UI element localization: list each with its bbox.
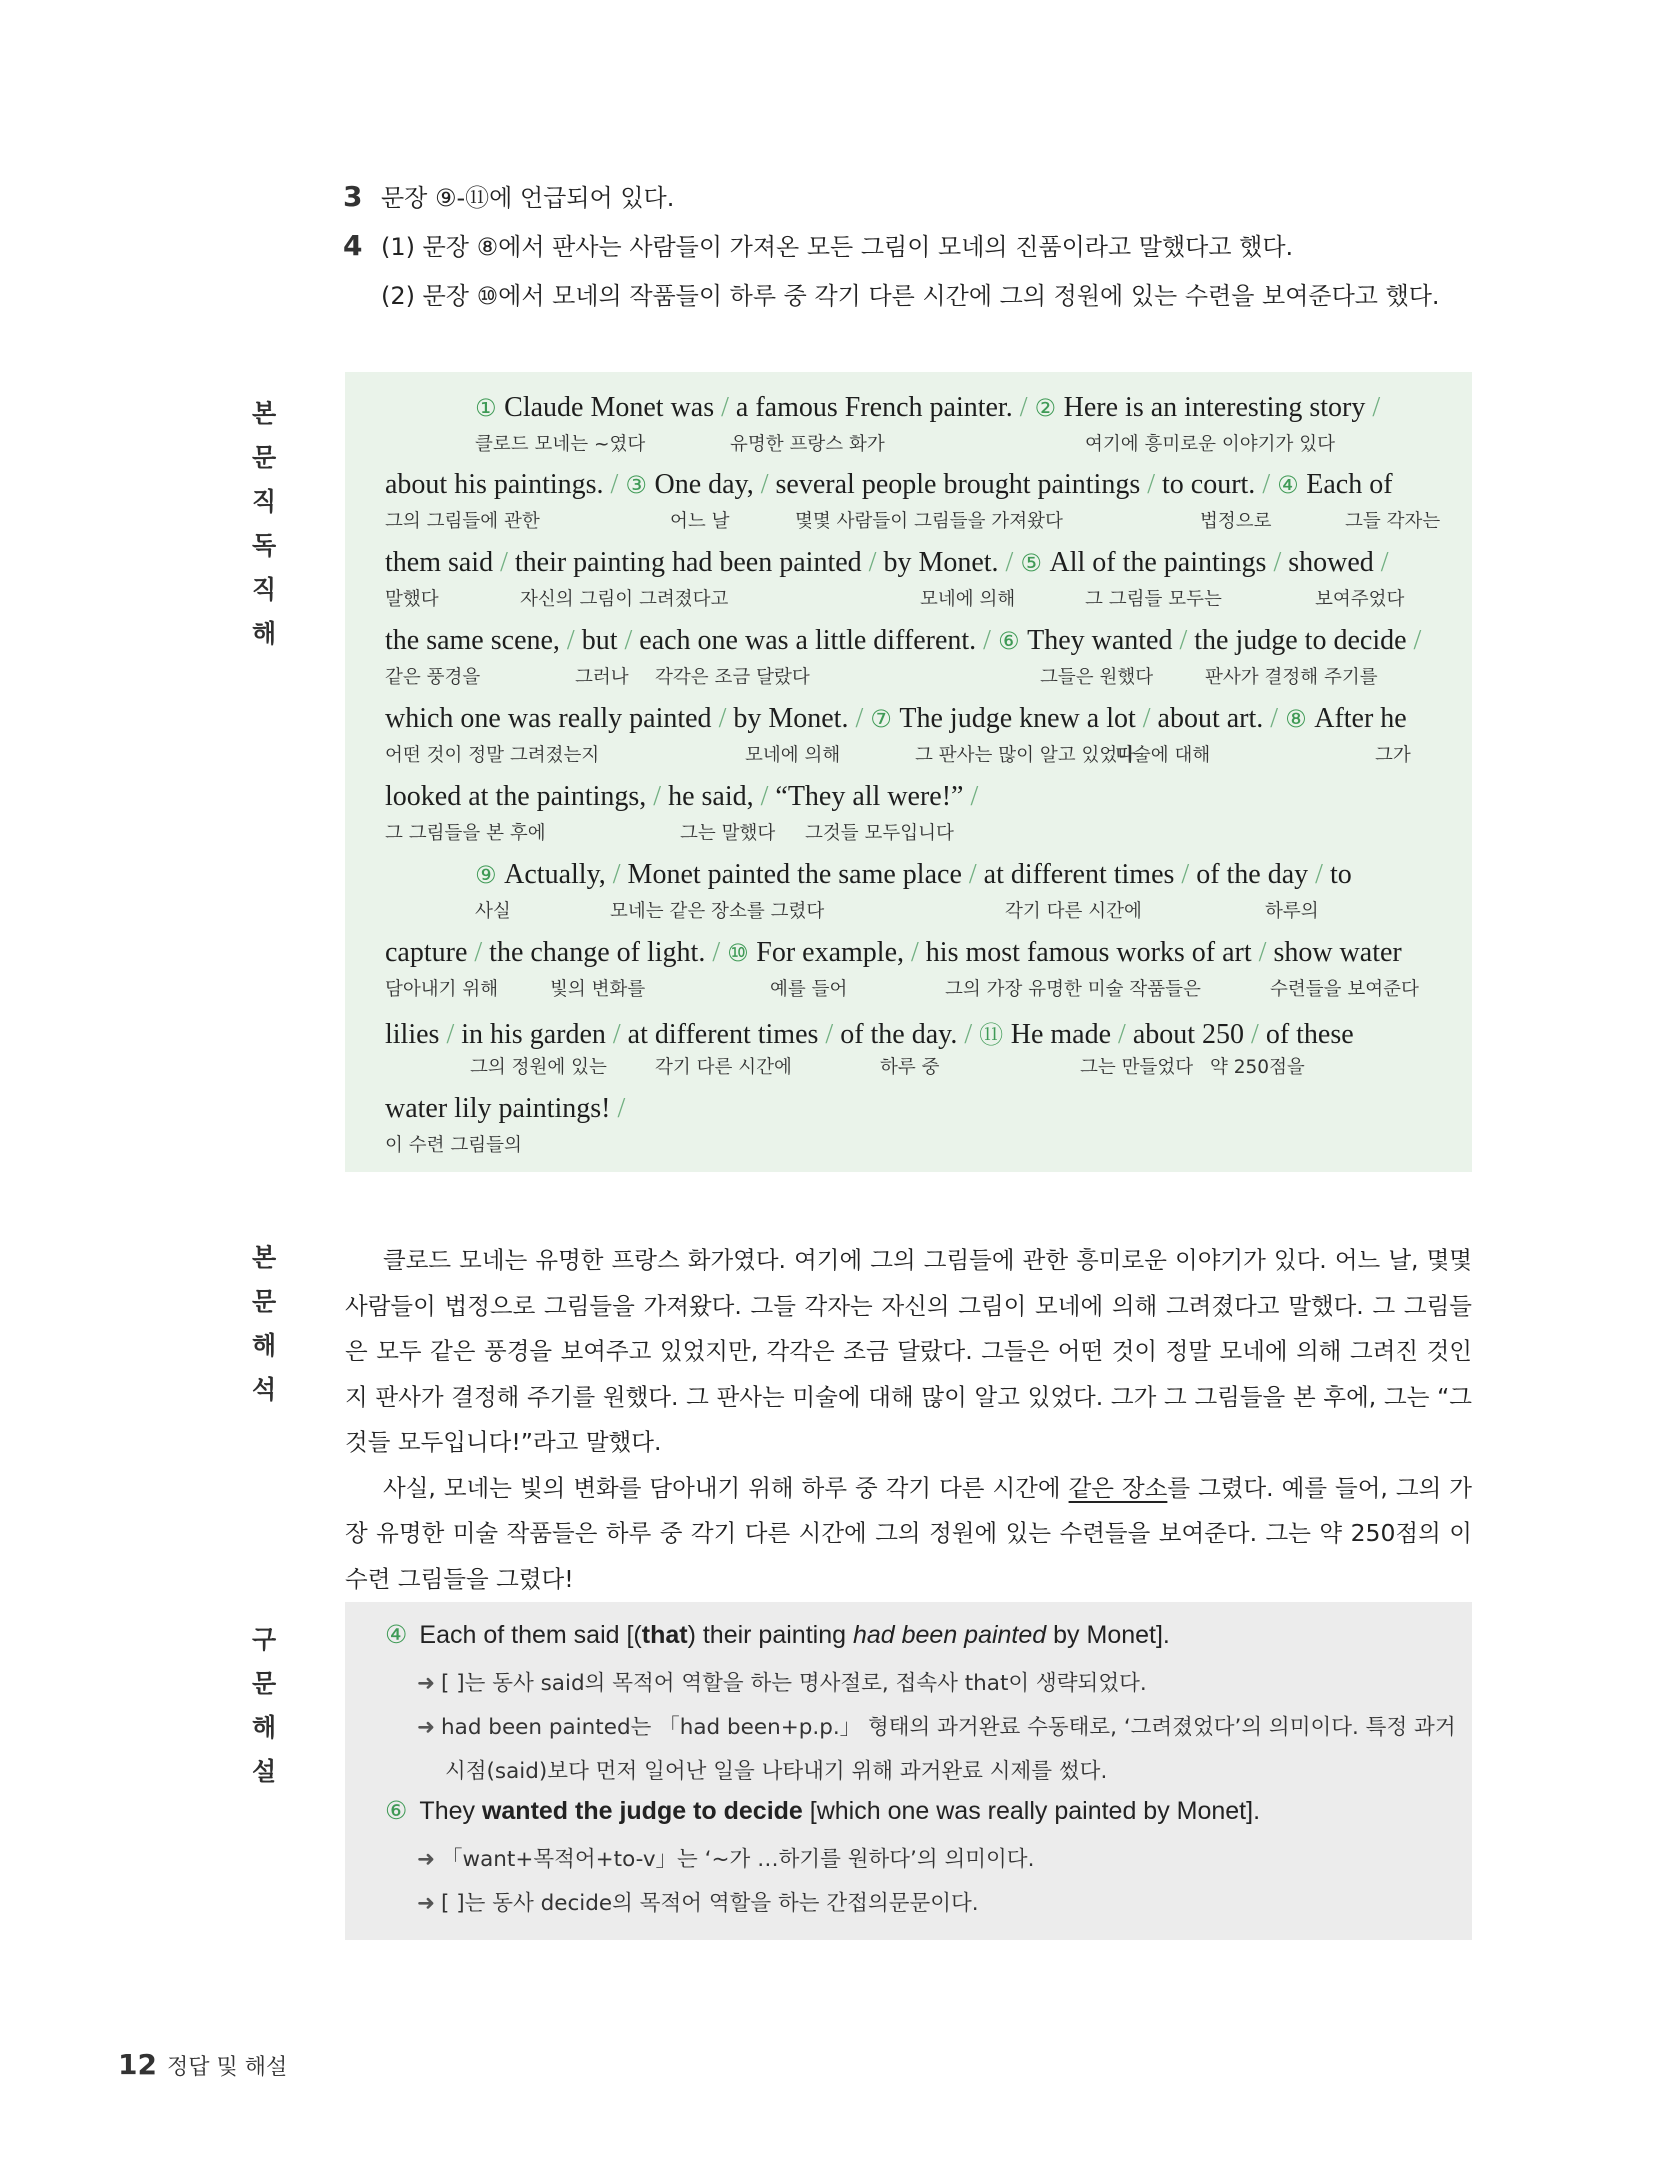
english-chunk: his most famous works of art bbox=[925, 937, 1252, 968]
english-chunk: capture bbox=[385, 937, 468, 968]
chunk-slash: / bbox=[610, 1093, 626, 1124]
chunk-slash: / bbox=[1308, 859, 1330, 890]
korean-gloss: 말했다 bbox=[385, 589, 439, 610]
chunk-slash: / bbox=[1172, 625, 1195, 656]
korean-gloss: 법정으로 bbox=[1200, 511, 1272, 532]
grammar-note: ➜ 「want+목적어+to-v」는 ‘~가 …하기를 원하다’의 의미이다. bbox=[417, 1847, 1035, 1872]
english-chunk: Claude Monet was bbox=[504, 392, 715, 423]
korean-gloss-row bbox=[385, 897, 1432, 927]
english-text bbox=[385, 1015, 1432, 1051]
korean-gloss: 판사가 결정해 주기를 bbox=[1205, 667, 1378, 688]
english-chunk: For example, bbox=[756, 937, 905, 968]
sentence-number: ⑤ bbox=[1020, 549, 1050, 577]
english-chunk: at different times bbox=[983, 859, 1175, 890]
english-chunk: of the day bbox=[1196, 859, 1309, 890]
korean-gloss: 모네에 의해 bbox=[745, 745, 841, 766]
reading-line bbox=[385, 781, 1432, 859]
answer-text: 문장 ⑨-⑪에 언급되어 있다. bbox=[381, 184, 675, 212]
grammar-sentence-4: ④ Each of them said [(that) their painting had been painted by Monet]. bbox=[385, 1621, 1170, 1649]
chunk-slash: / bbox=[1135, 703, 1158, 734]
english-chunk: of the day. bbox=[840, 1019, 958, 1050]
english-chunk: After he bbox=[1314, 703, 1407, 734]
chunk-slash: / bbox=[1012, 392, 1035, 423]
english-chunk: which one was really painted bbox=[385, 703, 712, 734]
reading-line bbox=[385, 625, 1432, 703]
answer-text: (2) 문장 ⑩에서 모네의 작품들이 하루 중 각기 다른 시간에 그의 정원에 있는 수련을 보여준다고 했다. bbox=[381, 282, 1440, 310]
english-chunk: One day, bbox=[654, 469, 754, 500]
arrow-icon: ➜ bbox=[417, 1891, 436, 1916]
chunk-slash: / bbox=[493, 547, 515, 578]
english-chunk: Actually, bbox=[504, 859, 606, 890]
korean-gloss: 모네에 의해 bbox=[920, 589, 1016, 610]
chunk-slash: / bbox=[1174, 859, 1197, 890]
english-chunk: Each of bbox=[1306, 469, 1393, 500]
grammar-note-cont: 시점(said)보다 먼저 일어난 일을 나타내기 위해 과거완료 시제를 썼다. bbox=[445, 1759, 1108, 1784]
chunk-slash: / bbox=[714, 392, 736, 423]
english-chunk: water lily paintings! bbox=[385, 1093, 611, 1124]
sentence-number: ⑪ bbox=[979, 1021, 1011, 1049]
chunk-slash: / bbox=[1263, 703, 1286, 734]
chunk-slash: / bbox=[1244, 1019, 1266, 1050]
korean-gloss-row bbox=[385, 975, 1432, 1005]
korean-gloss: 어떤 것이 정말 그려졌는지 bbox=[385, 745, 600, 766]
korean-gloss: 그것들 모두입니다 bbox=[805, 823, 954, 844]
english-chunk: by Monet. bbox=[883, 547, 999, 578]
english-text bbox=[385, 625, 1432, 657]
answer-3 bbox=[343, 178, 1493, 213]
korean-gloss: 여기에 흥미로운 이야기가 있다 bbox=[1085, 434, 1335, 455]
english-chunk: to court. bbox=[1162, 469, 1256, 500]
chunk-slash: / bbox=[646, 781, 669, 812]
answer-number: 4 bbox=[343, 229, 363, 262]
english-text bbox=[385, 547, 1432, 579]
english-chunk: All of the paintings bbox=[1049, 547, 1267, 578]
korean-gloss: 그는 만들었다 bbox=[1080, 1057, 1194, 1078]
sentence-number: ② bbox=[1034, 394, 1064, 422]
english-text bbox=[385, 392, 1432, 424]
answer-4 bbox=[343, 227, 1493, 262]
chunk-slash: / bbox=[753, 469, 776, 500]
chunk-slash: / bbox=[1406, 625, 1422, 656]
english-chunk: of these bbox=[1265, 1019, 1354, 1050]
korean-gloss: 약 250점을 bbox=[1210, 1057, 1305, 1078]
chunk-slash: / bbox=[603, 469, 626, 500]
reading-label: 본 문 직 독 직 해 bbox=[252, 399, 295, 648]
arrow-icon: ➜ bbox=[417, 1671, 436, 1696]
korean-gloss: 각기 다른 시간에 bbox=[655, 1057, 792, 1078]
english-chunk: but bbox=[581, 625, 618, 656]
chunk-slash: / bbox=[467, 937, 490, 968]
chunk-slash: / bbox=[998, 547, 1021, 578]
english-chunk: show water bbox=[1273, 937, 1402, 968]
answer-text: (1) 문장 ⑧에서 판사는 사람들이 가져온 모든 그림이 모네의 진품이라고 말했다고 했다. bbox=[381, 233, 1294, 261]
english-text bbox=[385, 703, 1432, 735]
reading-line bbox=[385, 703, 1432, 781]
page-number: 12 bbox=[118, 2048, 157, 2081]
chunk-slash: / bbox=[711, 703, 734, 734]
english-text bbox=[385, 937, 1432, 969]
english-chunk: about his paintings. bbox=[385, 469, 604, 500]
korean-gloss: 그의 가장 유명한 미술 작품들은 bbox=[945, 979, 1201, 1000]
chunk-slash: / bbox=[904, 937, 926, 968]
chunk-slash: / bbox=[1255, 469, 1278, 500]
english-text bbox=[385, 781, 1432, 813]
english-chunk: several people brought paintings bbox=[775, 469, 1141, 500]
english-chunk: to bbox=[1329, 859, 1352, 890]
page-footer bbox=[118, 2048, 287, 2081]
answer-section bbox=[343, 178, 1493, 325]
chunk-slash: / bbox=[753, 781, 776, 812]
english-chunk: lilies bbox=[385, 1019, 440, 1050]
chunk-slash: / bbox=[963, 781, 979, 812]
reading-box bbox=[345, 372, 1472, 1172]
korean-gloss: 그 그림들을 본 후에 bbox=[385, 823, 546, 844]
chunk-slash: / bbox=[439, 1019, 462, 1050]
english-chunk: their painting had been painted bbox=[514, 547, 862, 578]
grammar-box bbox=[345, 1602, 1472, 1940]
korean-gloss-row bbox=[385, 507, 1441, 537]
answer-4-2 bbox=[343, 276, 1493, 311]
chunk-slash: / bbox=[818, 1019, 841, 1050]
english-chunk: The judge knew a lot bbox=[899, 703, 1136, 734]
korean-gloss-row bbox=[385, 663, 1432, 693]
english-chunk: He made bbox=[1010, 1019, 1112, 1050]
korean-gloss: 클로드 모네는 ~였다 bbox=[475, 434, 646, 455]
korean-gloss-row bbox=[385, 741, 1432, 771]
korean-gloss: 빛의 변화를 bbox=[550, 979, 646, 1000]
reading-line bbox=[385, 1093, 1432, 1171]
korean-gloss: 수련들을 보여준다 bbox=[1270, 979, 1419, 1000]
korean-gloss: 그의 그림들에 관한 bbox=[385, 511, 540, 532]
reading-line bbox=[385, 859, 1432, 937]
korean-gloss: 유명한 프랑스 화가 bbox=[730, 434, 885, 455]
sentence-number: ④ bbox=[1277, 471, 1307, 499]
chunk-slash: / bbox=[1365, 392, 1381, 423]
korean-gloss: 그 그림들 모두는 bbox=[1085, 589, 1222, 610]
translation-section bbox=[345, 1238, 1472, 1602]
english-chunk: They wanted bbox=[1027, 625, 1173, 656]
english-chunk: the change of light. bbox=[489, 937, 706, 968]
korean-gloss-row bbox=[385, 585, 1432, 615]
korean-gloss-row bbox=[385, 1131, 1432, 1161]
korean-gloss: 담아내기 위해 bbox=[385, 979, 499, 1000]
reading-line bbox=[385, 937, 1432, 1015]
english-chunk: Monet painted the same place bbox=[627, 859, 962, 890]
underlined-answer: 같은 장소 bbox=[1068, 1473, 1168, 1502]
sentence-number: ① bbox=[475, 394, 505, 422]
english-chunk: the same scene, bbox=[385, 625, 560, 656]
korean-gloss-row bbox=[385, 819, 1432, 849]
korean-gloss: 같은 풍경을 bbox=[385, 667, 481, 688]
sentence-number: ③ bbox=[625, 471, 655, 499]
korean-gloss: 어느 날 bbox=[670, 511, 730, 532]
korean-gloss: 하루의 bbox=[1265, 901, 1319, 922]
english-chunk: a famous French painter. bbox=[735, 392, 1013, 423]
reading-line bbox=[385, 547, 1432, 625]
english-chunk: each one was a little different. bbox=[639, 625, 977, 656]
english-chunk: at different times bbox=[627, 1019, 819, 1050]
grammar-label: 구 문 해 설 bbox=[252, 1625, 295, 1786]
translation-paragraph-1: 클로드 모네는 유명한 프랑스 화가였다. 여기에 그의 그림들에 관한 흥미로운 이야기가 있다. 어느 날, 몇몇 사람들이 법정으로 그림들을 가져왔다. 그들 각자는 자신의 그림이 모네에 의해 그려졌다고 말했다. 그 그림들은 모두 같은 풍경을 보여주고 있었지만, 각각은 조금 달랐다. 그들은 어떤 것이 정말 모네에 의해 그려진 것인지 판사가 결정해 주기를 원했다. 그 판사는 미술에 대해 많이 알고 있었다. 그가 그 그림들을 본 후에, 그는 “그것들 모두입니다!”라고 말했다. bbox=[345, 1246, 1472, 1456]
korean-gloss: 그가 bbox=[1375, 745, 1411, 766]
english-text bbox=[385, 859, 1432, 891]
korean-gloss: 그 판사는 많이 알고 있었다 bbox=[915, 745, 1136, 766]
english-chunk: in his garden bbox=[461, 1019, 606, 1050]
english-chunk: about 250 bbox=[1132, 1019, 1245, 1050]
korean-gloss: 미술에 대해 bbox=[1115, 745, 1211, 766]
arrow-icon: ➜ bbox=[417, 1715, 436, 1740]
chunk-slash: / bbox=[1266, 547, 1289, 578]
translation-label: 본 문 해 석 bbox=[252, 1243, 295, 1404]
english-chunk: looked at the paintings, bbox=[385, 781, 647, 812]
sentence-number: ⑦ bbox=[870, 705, 900, 733]
korean-gloss: 그는 말했다 bbox=[680, 823, 776, 844]
reading-line bbox=[385, 1015, 1432, 1093]
english-text bbox=[385, 1093, 1432, 1125]
grammar-note: ➜ [ ]는 동사 said의 목적어 역할을 하는 명사절로, 접속사 that이 생략되었다. bbox=[417, 1671, 1147, 1696]
reading-line bbox=[385, 392, 1432, 470]
korean-gloss: 그러나 bbox=[575, 667, 629, 688]
english-chunk: Here is an interesting story bbox=[1063, 392, 1366, 423]
footer-title: 정답 및 해설 bbox=[166, 2055, 288, 2080]
chunk-slash: / bbox=[617, 625, 640, 656]
chunk-slash: / bbox=[961, 859, 984, 890]
translation-paragraph-2: 사실, 모네는 빛의 변화를 담아내기 위해 하루 중 각기 다른 시간에 같은 장소를 그렸다. 예를 들어, 그의 가장 유명한 미술 작품들은 하루 중 각기 다른 시간에 그의 정원에 있는 수련들을 보여준다. 그는 약 250점의 이 수련 그림들을 그렸다! bbox=[345, 1473, 1472, 1593]
chunk-slash: / bbox=[861, 547, 884, 578]
korean-gloss: 이 수련 그림들의 bbox=[385, 1135, 522, 1156]
grammar-sentence-6: ⑥ They wanted the judge to decide [which one was really painted by Monet]. bbox=[385, 1797, 1261, 1825]
sentence-number: ⑧ bbox=[1285, 705, 1315, 733]
english-chunk: them said bbox=[385, 547, 494, 578]
chunk-slash: / bbox=[848, 703, 871, 734]
chunk-slash: / bbox=[957, 1019, 980, 1050]
english-chunk: the judge to decide bbox=[1194, 625, 1407, 656]
korean-gloss: 자신의 그림이 그려졌다고 bbox=[520, 589, 729, 610]
arrow-icon: ➜ bbox=[417, 1847, 436, 1872]
chunk-slash: / bbox=[1373, 547, 1389, 578]
chunk-slash: / bbox=[976, 625, 998, 656]
korean-gloss: 하루 중 bbox=[880, 1057, 940, 1078]
english-chunk: “They all were!” bbox=[775, 781, 964, 812]
korean-gloss: 각기 다른 시간에 bbox=[1005, 901, 1142, 922]
chunk-slash: / bbox=[1111, 1019, 1133, 1050]
korean-gloss: 그의 정원에 있는 bbox=[470, 1057, 607, 1078]
grammar-note: ➜ [ ]는 동사 decide의 목적어 역할을 하는 간접의문문이다. bbox=[417, 1891, 979, 1916]
chunk-slash: / bbox=[605, 859, 628, 890]
english-chunk: by Monet. bbox=[733, 703, 849, 734]
korean-gloss: 모네는 같은 장소를 그렸다 bbox=[610, 901, 825, 922]
sentence-number: ⑨ bbox=[475, 861, 505, 889]
korean-gloss: 그들 각자는 bbox=[1345, 511, 1441, 532]
chunk-slash: / bbox=[705, 937, 728, 968]
english-text bbox=[385, 469, 1432, 501]
korean-gloss: 보여주었다 bbox=[1315, 589, 1405, 610]
sentence-number: ⑥ bbox=[997, 627, 1028, 655]
chunk-slash: / bbox=[1251, 937, 1274, 968]
chunk-slash: / bbox=[1140, 469, 1162, 500]
grammar-note: ➜ had been painted는 「had been+p.p.」 형태의 과거완료 수동태로, ‘그려졌었다’의 의미이다. 특정 과거 bbox=[417, 1715, 1456, 1740]
korean-gloss-row bbox=[385, 430, 1432, 460]
korean-gloss: 사실 bbox=[475, 901, 511, 922]
korean-gloss: 각각은 조금 달랐다 bbox=[655, 667, 810, 688]
sentence-number: ⑩ bbox=[727, 939, 757, 967]
korean-gloss: 몇몇 사람들이 그림들을 가져왔다 bbox=[795, 511, 1063, 532]
english-chunk: about art. bbox=[1157, 703, 1264, 734]
korean-gloss-row bbox=[385, 1053, 1432, 1083]
answer-number: 3 bbox=[343, 180, 363, 213]
english-chunk: he said, bbox=[668, 781, 754, 812]
korean-gloss: 그들은 원했다 bbox=[1040, 667, 1154, 688]
korean-gloss: 예를 들어 bbox=[770, 979, 848, 1000]
reading-line bbox=[385, 469, 1441, 547]
chunk-slash: / bbox=[559, 625, 582, 656]
english-chunk: showed bbox=[1288, 547, 1374, 578]
chunk-slash: / bbox=[605, 1019, 628, 1050]
